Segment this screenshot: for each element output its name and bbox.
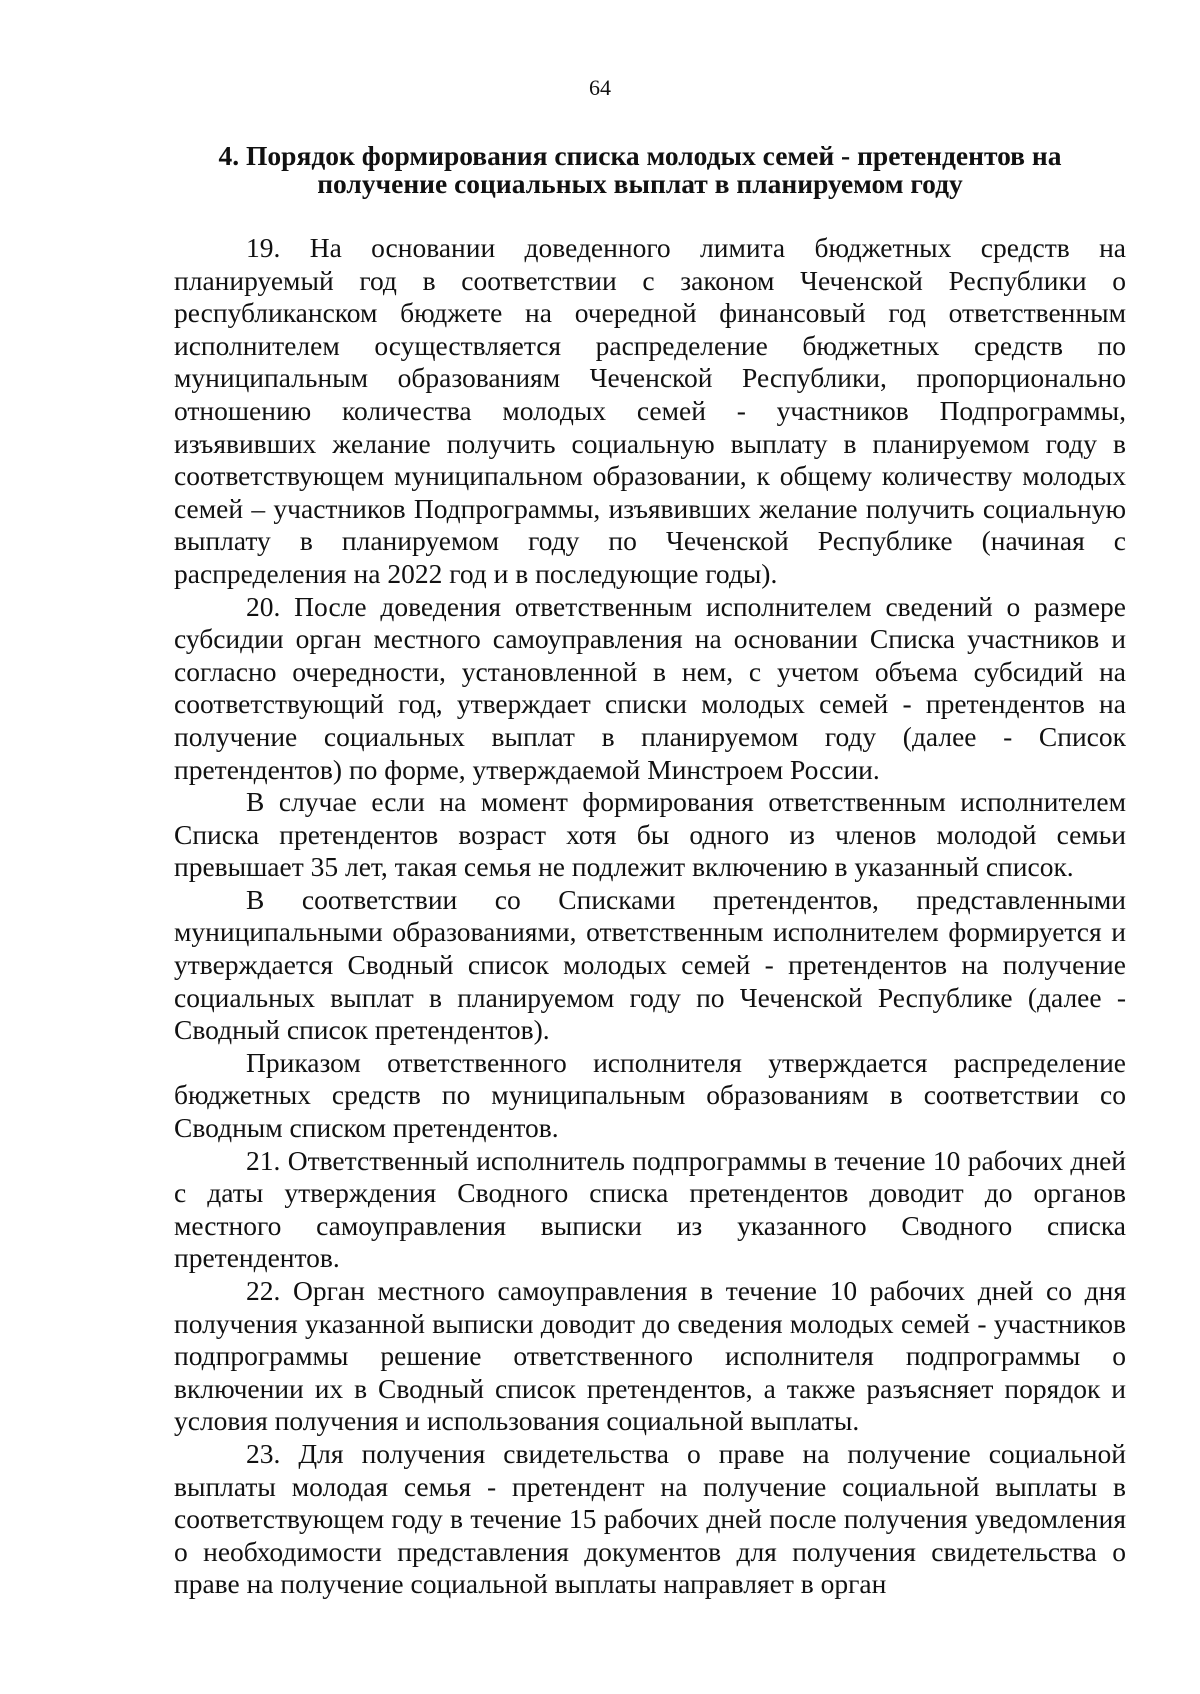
paragraph-19: 19. На основании доведенного лимита бюджетных средств на планируемый год в соответствии с законом Чеченской Республики о республиканском бюджете на очередной финансовый год ответственным исполнителем осуществляется распределение бюджетных средств по муниципальным образованиям Чеченской Республики, пропорционально отношению количества молодых семей - участников Подпрограммы, изъявивших желание получить социальную выплату в планируемом году в соответствующем муниципальном образовании, к общему количеству молодых семей – участников Подпрограммы, изъявивших желание получить социальную выплату в планируемом году по Чеченской Республике (начиная с распределения на 2022 год и в последующие годы). bbox=[174, 232, 1126, 589]
paragraph-23: 23. Для получения свидетельства о праве на получение социальной выплаты молодая семья - претендент на получение социальной выплаты в соответствующем году в течение 15 рабочих дней после получения уведомления о необходимости представления документов для получения свидетельства о праве на получение социальной выплаты направляет в орган bbox=[174, 1437, 1126, 1600]
paragraph-22: 22. Орган местного самоуправления в течение 10 рабочих дней со дня получения указанной выписки доводит до сведения молодых семей - участников подпрограммы решение ответственного исполнителя подпрограммы о включении их в Сводный список претендентов, а также разъясняет порядок и условия получения и использования социальной выплаты. bbox=[174, 1275, 1126, 1437]
paragraph-age-limit: В случае если на момент формирования ответственным исполнителем Списка претендентов возраст хотя бы одного из членов молодой семьи превышает 35 лет, такая семья не подлежит включению в указанный список. bbox=[174, 786, 1126, 883]
paragraph-20: 20. После доведения ответственным исполнителем сведений о размере субсидии орган местного самоуправления на основании Списка участников и согласно очередности, установленной в нем, с учетом объема субсидий на соответствующий год, утверждает списки молодых семей - претендентов на получение социальных выплат в планируемом году (далее - Список претендентов) по форме, утверждаемой Минстроем России. bbox=[174, 590, 1126, 785]
paragraph-21: 21. Ответственный исполнитель подпрограммы в течение 10 рабочих дней с даты утверждения Сводного списка претендентов доводит до органов местного самоуправления выписки из указанного Сводного списка претендентов. bbox=[174, 1144, 1126, 1274]
section-title-line-2: получение социальных выплат в планируемом году bbox=[317, 168, 963, 199]
page-number: 64 bbox=[589, 75, 611, 100]
paragraph-budget-distribution: Приказом ответственного исполнителя утверждается распределение бюджетных средств по муниципальным образованиям в соответствии со Сводным списком претендентов. bbox=[174, 1046, 1126, 1144]
section-title bbox=[160, 142, 1120, 198]
paragraph-consolidated-list: В соответствии со Списками претендентов, представленными муниципальными образованиями, ответственным исполнителем формируется и утверждается Сводный список молодых семей - претендентов на получение социальных выплат в планируемом году по Чеченской Республике (далее - Сводный список претендентов). bbox=[174, 883, 1126, 1046]
document-body bbox=[174, 232, 1126, 1601]
section-title-line-1: 4. Порядок формирования списка молодых семей - претендентов на bbox=[218, 140, 1062, 171]
